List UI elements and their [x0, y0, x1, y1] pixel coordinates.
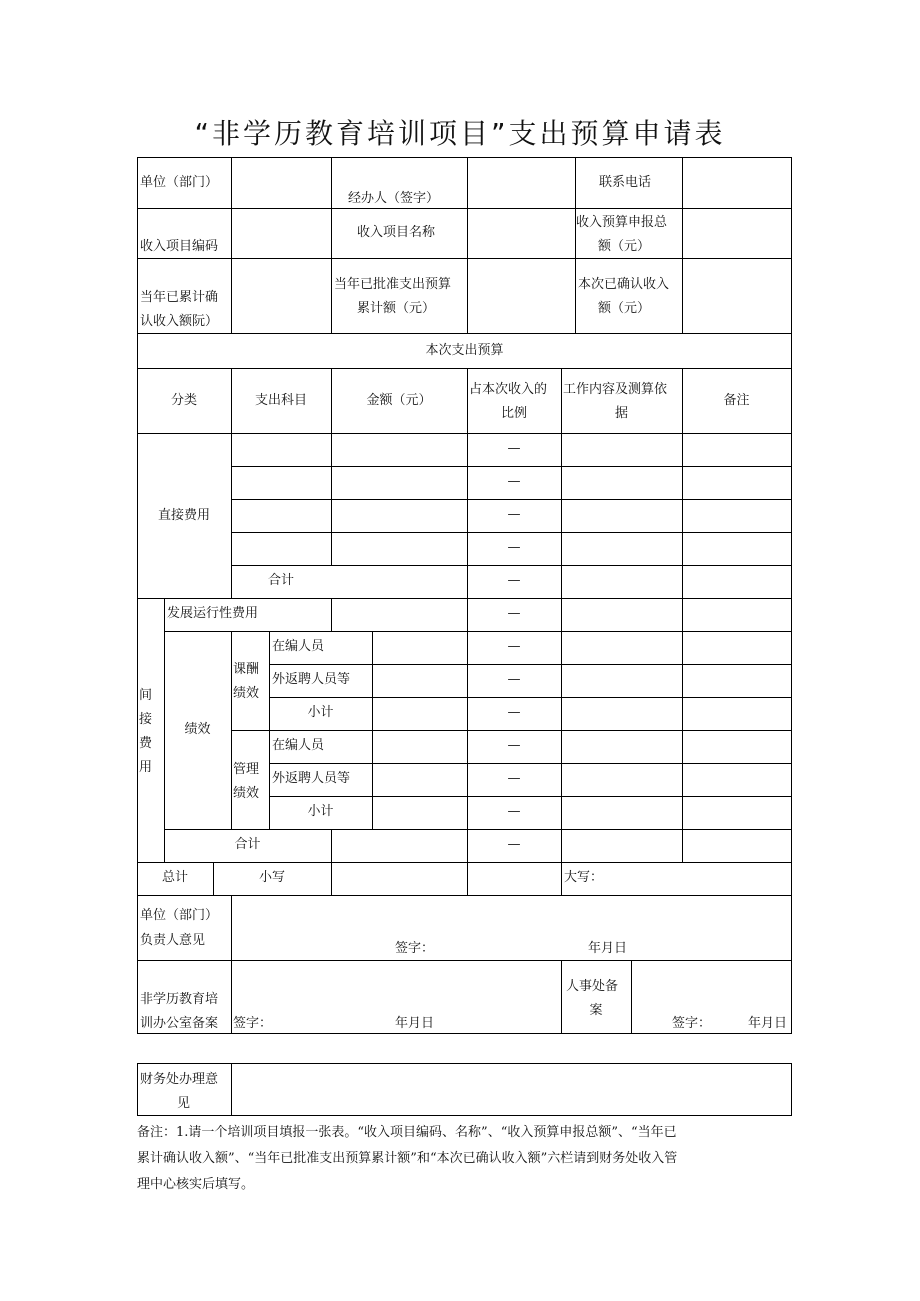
ratio-dash: — [507, 606, 521, 621]
office-label-2: 训办公室备案 [140, 1016, 219, 1031]
footnote-line: 理中心核实后填写。 [137, 1177, 255, 1192]
approved-budget-label: 当年已批准支出预算 [334, 277, 452, 292]
grid-line [137, 1063, 792, 1064]
hr-date: 年月日 [748, 1016, 788, 1031]
unit-label: 单位（部门） [140, 175, 219, 190]
ratio-dash: — [507, 771, 521, 786]
indirect-cost-label-1: 间 [139, 688, 153, 703]
grid-line [575, 157, 576, 333]
operator-label: 经办人（签字） [348, 191, 440, 206]
grid-line [137, 157, 138, 1034]
grid-line [467, 157, 468, 333]
indirect-cost-label-2: 接 [139, 712, 153, 727]
ratio-dash: — [507, 441, 521, 456]
col-amount: 金额（元） [366, 393, 432, 408]
grid-line [331, 862, 332, 895]
office-sign: 签字： [233, 1016, 273, 1031]
course-perf-label: 课酬 [233, 662, 260, 677]
ratio-dash: — [507, 738, 521, 753]
grid-line [137, 433, 792, 434]
indirect-cost-label-3: 费 [139, 736, 153, 751]
income-code-label: 收入项目编码 [140, 239, 219, 254]
footnote [137, 1120, 797, 1198]
col-ratio-2: 比例 [500, 406, 527, 421]
grid-line [231, 631, 232, 829]
lower-case-label: 小写 [258, 870, 285, 885]
grid-line [137, 157, 792, 158]
confirmed-income-label-2: 认收入额阮） [140, 314, 219, 329]
col-ratio: 占本次收入的 [469, 382, 548, 397]
income-name-label: 收入项目名称 [357, 225, 436, 240]
hr-label-2: 案 [589, 1003, 603, 1018]
grid-line [331, 157, 332, 333]
grid-line [561, 862, 562, 895]
course-staff-label: 在编人员 [272, 639, 325, 654]
direct-subtotal-label: 合计 [267, 573, 294, 588]
grid-line [164, 631, 792, 632]
grid-line [137, 258, 792, 259]
grid-line [331, 433, 332, 565]
grid-line [231, 466, 792, 467]
grid-line [791, 157, 792, 1034]
grid-line [231, 157, 232, 333]
footnote-line: 累计确认收入额”、“当年已批准支出预算累计额”和“本次已确认收入额”六栏请到财务处收入管 [137, 1151, 678, 1166]
hr-sign: 签字： [672, 1016, 712, 1031]
grid-line [137, 598, 792, 599]
grid-line [269, 697, 792, 698]
ratio-dash: — [507, 507, 521, 522]
grid-line [231, 1063, 232, 1116]
grid-line [791, 1063, 792, 1116]
ratio-dash: — [507, 474, 521, 489]
direct-cost-label: 直接费用 [157, 508, 210, 523]
grid-line [467, 862, 468, 895]
grid-line [682, 433, 683, 598]
form-title: “非学历教育培训项目”支出预算申请表 [194, 117, 726, 150]
confirmed-income-label: 当年已累计确 [140, 290, 219, 305]
mgmt-perf-label: 管理 [233, 762, 260, 777]
ratio-dash: — [507, 540, 521, 555]
grid-line [269, 796, 792, 797]
grid-line [231, 499, 792, 500]
grid-line [137, 1115, 792, 1116]
indirect-total-label: 合计 [234, 837, 261, 852]
col-remark: 备注 [723, 393, 750, 408]
grid-line [561, 433, 562, 598]
course-hired-label: 外返聘人员等 [272, 672, 351, 687]
mgmt-hired-label: 外返聘人员等 [272, 771, 351, 786]
dept-head-sign: 签字： [395, 941, 435, 956]
mgmt-staff-label: 在编人员 [272, 738, 325, 753]
this-confirmed-label: 本次已确认收入 [578, 277, 670, 292]
grid-line [137, 960, 792, 961]
grid-line [137, 333, 792, 334]
grid-line [331, 598, 332, 631]
grid-line [231, 730, 792, 731]
ratio-dash: — [507, 639, 521, 654]
grid-line [631, 960, 632, 1033]
grid-line [137, 862, 792, 863]
grid-line [682, 598, 683, 862]
grid-line [561, 598, 562, 862]
grid-line [137, 895, 792, 896]
mgmt-perf-label-2: 绩效 [233, 786, 260, 801]
grid-line [372, 631, 373, 829]
course-subtotal-label: 小计 [307, 705, 334, 720]
grid-line [137, 208, 792, 209]
ratio-dash: — [507, 573, 521, 588]
col-subject: 支出科目 [254, 393, 307, 408]
col-category: 分类 [170, 393, 197, 408]
upper-case-label: 大写： [564, 870, 604, 885]
income-budget-label-2: 额（元） [598, 239, 651, 254]
ratio-dash: — [507, 837, 521, 852]
grand-total-label: 总计 [161, 870, 188, 885]
ratio-dash: — [507, 804, 521, 819]
approved-budget-label-2: 累计额（元） [357, 301, 436, 316]
income-budget-label: 收入预算申报总 [576, 215, 668, 230]
col-work: 工作内容及测算依 [563, 382, 668, 397]
dept-head-date: 年月日 [588, 941, 628, 956]
phone-label: 联系电话 [599, 175, 652, 190]
grid-line [231, 532, 792, 533]
dept-head-label-2: 负责人意见 [140, 933, 206, 948]
section-title: 本次支出预算 [425, 343, 504, 358]
grid-line [164, 829, 792, 830]
office-label: 非学历教育培 [140, 992, 219, 1007]
grid-line [231, 895, 232, 1033]
indirect-cost-label-4: 用 [139, 760, 153, 775]
dept-head-label: 单位（部门） [140, 908, 219, 923]
hr-label: 人事处备 [566, 979, 619, 994]
finance-label-2: 见 [177, 1096, 191, 1111]
grid-line [269, 664, 792, 665]
ratio-dash: — [507, 672, 521, 687]
dev-cost-label: 发展运行性费用 [167, 606, 259, 621]
grid-line [682, 157, 683, 333]
finance-label: 财务处办理意 [140, 1072, 219, 1087]
grid-line [231, 565, 792, 566]
performance-label: 绩效 [184, 722, 211, 737]
this-confirmed-label-2: 额（元） [598, 301, 651, 316]
footnote-line: 备注：1.请一个培训项目填报一张表。“收入项目编码、名称”、“收入预算申报总额”、“当年已 [137, 1125, 677, 1140]
ratio-dash: — [507, 705, 521, 720]
grid-line [331, 829, 332, 862]
grid-line [137, 1063, 138, 1116]
grid-line [269, 763, 792, 764]
course-perf-label-2: 绩效 [233, 686, 260, 701]
mgmt-subtotal-label: 小计 [307, 804, 334, 819]
grid-line [137, 368, 792, 369]
col-work-2: 据 [614, 406, 628, 421]
office-date: 年月日 [395, 1016, 435, 1031]
